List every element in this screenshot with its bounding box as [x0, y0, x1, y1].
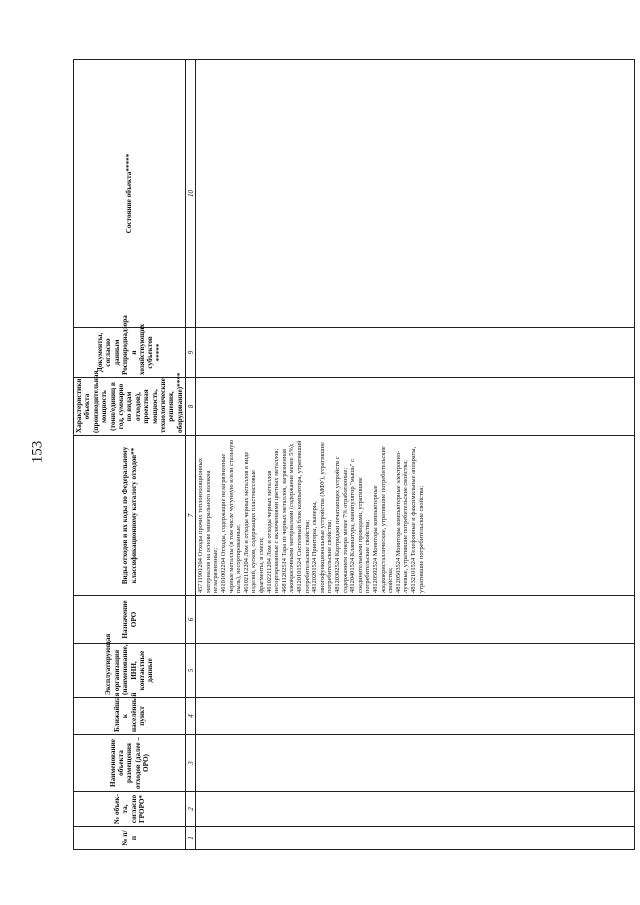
header-row [74, 60, 186, 850]
waste-item: 48120502524 Мониторы компьютерные жидкокристаллические, утратившие потребительские свойства; [371, 446, 395, 593]
page-number: 153 [29, 440, 46, 464]
cell-8 [196, 378, 635, 436]
cell-1 [196, 827, 635, 850]
col-header-8: Характеристики объекта (производительная мощность (тонн/единиц в год, суммарно по видам отходов), проектная мощность, технологические решения, оборудование)**** [74, 378, 186, 436]
col-header-7: Виды отходов и их коды по Федеральному классификационному каталогу отходов** [74, 436, 186, 596]
waste-item: 46102211204 Лом и отходы черных металлов несортированные с включениями цветных металлов; [265, 448, 281, 593]
col-header-2: № объек-та, согласно ГРОРО* [74, 792, 186, 827]
waste-item: 45711901204 Отходы прочих теплоизоляционных материалов на основе минерального волокна незагрязненные; [197, 457, 220, 593]
waste-item: 46811202514 Тара из черных металлов, загрязненная лакокрасочными материалами (содержание менее 5%); [280, 443, 296, 593]
col-index-4: 4 [186, 698, 196, 735]
cell-4 [196, 698, 635, 735]
waste-objects-table [73, 59, 635, 850]
col-header-4: Ближайшая к населённый пункт [74, 698, 186, 735]
cell-10 [196, 60, 635, 328]
col-header-10: Состояние объекта***** [74, 60, 186, 328]
index-row [186, 60, 196, 850]
cell-2 [196, 792, 635, 827]
col-index-2: 2 [186, 792, 196, 827]
cell-9 [196, 328, 635, 378]
waste-item: 48120401524 Клавиатура, манипулятор "мышь" с соединительными проводами, утратившие потребительские свойства; [349, 459, 372, 593]
col-header-1: № п/п [74, 827, 186, 850]
waste-item: 46101002204 Отходы, содержащие незагрязненные черные металлы (в том числе чугунную и/или стальную пыль), несортированные; [220, 439, 243, 593]
cell-6 [196, 596, 635, 644]
col-header-3: Наименование объекта размещения отходов (далее – ОРО) [74, 735, 186, 792]
col-index-3: 3 [186, 735, 196, 792]
waste-types-cell [196, 436, 635, 596]
rotated-table-wrapper [73, 60, 635, 850]
col-index-8: 8 [186, 378, 196, 436]
waste-item: 46102112204 Лом и отходы черных металлов в виде изделий, кусков, содержащих пластмассовые фрагменты, в смеси; [242, 451, 266, 593]
cell-5 [196, 644, 635, 698]
col-index-9: 9 [186, 328, 196, 378]
col-index-5: 5 [186, 644, 196, 698]
col-header-9: Документы, согласно данным Росприроднадзора и хозяйствующих субъектов ***** [74, 328, 186, 378]
waste-item: 48120302524 Картриджи печатающих устройств с содержанием тонера менее 7% отработанные; [333, 456, 349, 593]
waste-item: 48120503524 Мониторы компьютерные электронно-лучевые, утратившие потребительские свойства; [394, 450, 410, 593]
col-header-6: Назначение ОРО [74, 596, 186, 644]
cell-3 [196, 735, 635, 792]
waste-item: 48120101524 Системный блок компьютера, утративший потребительские свойства; [296, 440, 311, 593]
col-index-10: 10 [186, 60, 196, 328]
waste-item: 48132101524 Телефонные и факсимильные аппараты, утратившие потребительские свойства; [409, 446, 425, 593]
table-row [196, 60, 635, 850]
col-header-5: Эксплуатирующая организация (наименование, ИНН, контактные данные [74, 644, 186, 698]
col-index-7: 7 [186, 436, 196, 596]
col-index-1: 1 [186, 827, 196, 850]
col-index-6: 6 [186, 596, 196, 644]
waste-item: 48120201524 Принтеры, сканеры, многофункциональные устройства (МФУ), утратившие потребительские свойства; [311, 442, 334, 593]
